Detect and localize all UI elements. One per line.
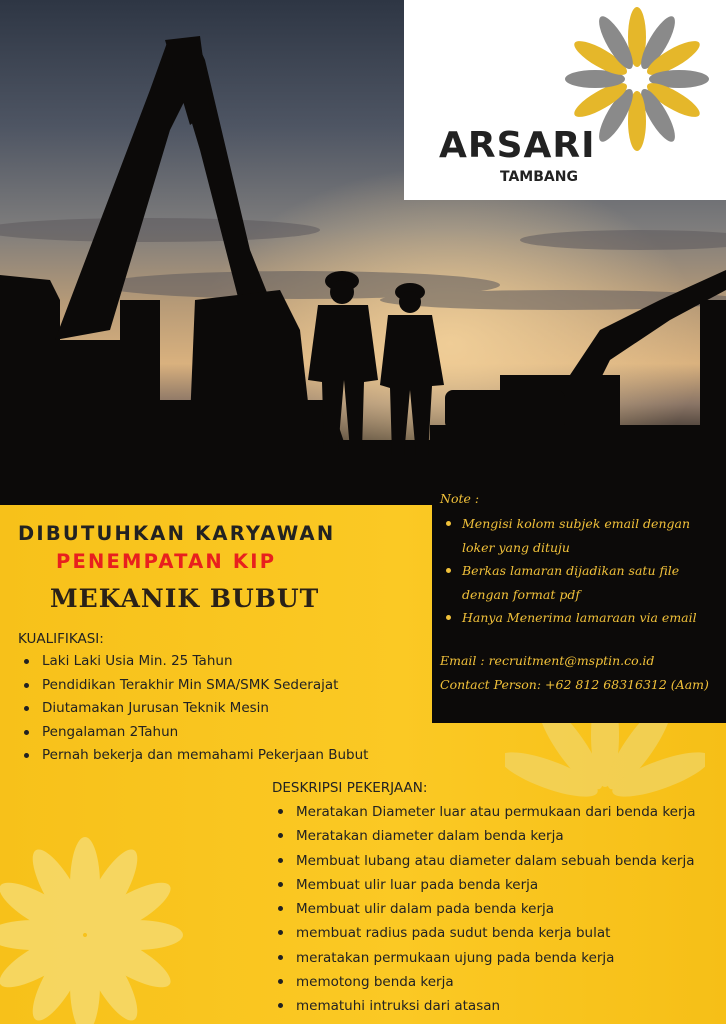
- contact-person: Contact Person: +62 812 68316312 (Aam): [440, 677, 709, 692]
- note-item: Hanya Menerima lamaraan via email: [440, 606, 720, 630]
- brand-subtitle: TAMBANG: [500, 169, 578, 185]
- contact-email: Email : recruitment@msptin.co.id: [440, 653, 655, 668]
- qualifications-list: [18, 650, 368, 768]
- description-item: meratakan permukaan ujung pada benda kerja: [272, 946, 696, 970]
- description-item: Membuat ulir luar pada benda kerja: [272, 873, 696, 897]
- note-item: Berkas lamaran dijadikan satu file dengan format pdf: [440, 559, 720, 606]
- qualification-item: Pengalaman 2Tahun: [18, 721, 368, 745]
- note-label: Note :: [440, 491, 480, 506]
- description-item: mematuhi intruksi dari atasan: [272, 994, 696, 1018]
- description-item: Meratakan diameter dalam benda kerja: [272, 824, 696, 848]
- description-item: Membuat ulir dalam pada benda kerja: [272, 897, 696, 921]
- description-item: membuat radius pada sudut benda kerja bulat: [272, 921, 696, 945]
- note-item: Mengisi kolom subjek email dengan loker yang dituju: [440, 512, 720, 559]
- job-description-list: [272, 800, 696, 1019]
- job-description-heading: DESKRIPSI PEKERJAAN:: [272, 780, 428, 796]
- headline-placement: PENEMPATAN KIP: [56, 550, 277, 573]
- headline-hiring: DIBUTUHKAN KARYAWAN: [18, 522, 336, 545]
- qualification-item: Pernah bekerja dan memahami Pekerjaan Bubut: [18, 744, 368, 768]
- qualification-item: Pendidikan Terakhir Min SMA/SMK Sederajat: [18, 674, 368, 698]
- qualifications-heading: KUALIFIKASI:: [18, 631, 104, 647]
- note-list: [440, 512, 720, 630]
- description-item: Membuat lubang atau diameter dalam sebuah benda kerja: [272, 849, 696, 873]
- job-title: MEKANIK BUBUT: [50, 584, 320, 613]
- brand-name: ARSARI: [439, 125, 596, 166]
- logo-box: [404, 0, 726, 200]
- decorative-flower-large-icon: [0, 835, 200, 1024]
- description-item: Meratakan Diameter luar atau permukaan dari benda kerja: [272, 800, 696, 824]
- description-item: memotong benda kerja: [272, 970, 696, 994]
- qualification-item: Laki Laki Usia Min. 25 Tahun: [18, 650, 368, 674]
- qualification-item: Diutamakan Jurusan Teknik Mesin: [18, 697, 368, 721]
